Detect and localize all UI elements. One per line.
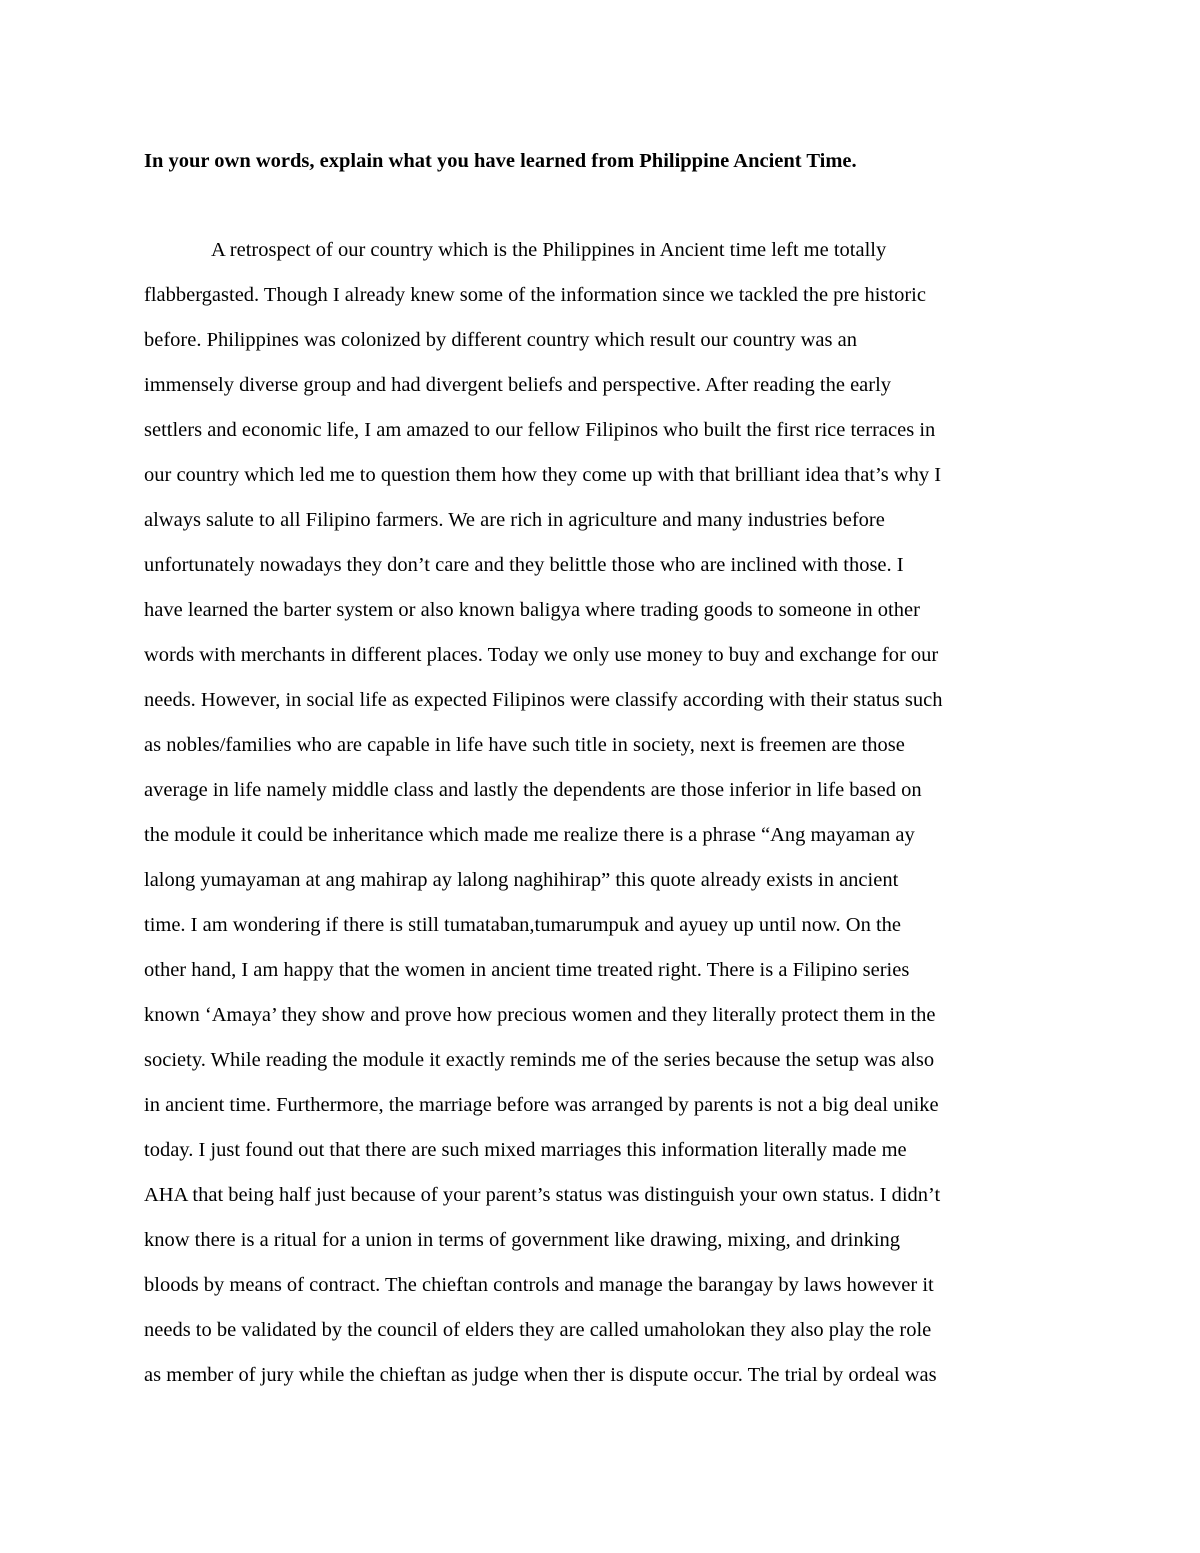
text-line: immensely diverse group and had divergent beliefs and perspective. After reading the early xyxy=(144,374,892,396)
text-line: known ‘Amaya’ they show and prove how precious women and they literally protect them in the xyxy=(144,1004,936,1026)
text-line: words with merchants in different places. Today we only use money to buy and exchange for our xyxy=(144,644,939,666)
text-line: in ancient time. Furthermore, the marriage before was arranged by parents is not a big deal unike xyxy=(144,1094,939,1116)
text-line: flabbergasted. Though I already knew some of the information since we tackled the pre historic xyxy=(144,284,926,306)
text-line: as nobles/families who are capable in life have such title in society, next is freemen are those xyxy=(144,734,905,756)
page-title: In your own words, explain what you have learned from Philippine Ancient Time. xyxy=(144,150,857,172)
text-line: our country which led me to question them how they come up with that brilliant idea that’s why I xyxy=(144,464,942,486)
text-line: as member of jury while the chieftan as judge when ther is dispute occur. The trial by ordeal was xyxy=(144,1364,937,1386)
text-line: time. I am wondering if there is still tumataban,tumarumpuk and ayuey up until now. On the xyxy=(144,914,902,936)
essay-body xyxy=(144,228,1064,1398)
text-line: the module it could be inheritance which made me realize there is a phrase “Ang mayaman ay xyxy=(144,824,915,846)
text-line: bloods by means of contract. The chieftan controls and manage the barangay by laws however it xyxy=(144,1274,934,1296)
text-line: average in life namely middle class and lastly the dependents are those inferior in life based on xyxy=(144,779,922,801)
text-line: today. I just found out that there are such mixed marriages this information literally made me xyxy=(144,1139,907,1161)
text-line: lalong yumayaman at ang mahirap ay lalong naghihirap” this quote already exists in ancient xyxy=(144,869,899,891)
text-line: other hand, I am happy that the women in ancient time treated right. There is a Filipino series xyxy=(144,959,910,981)
text-line: society. While reading the module it exactly reminds me of the series because the setup was also xyxy=(144,1049,935,1071)
text-line: needs. However, in social life as expected Filipinos were classify according with their status such xyxy=(144,689,943,711)
text-line: needs to be validated by the council of elders they are called umaholokan they also play the role xyxy=(144,1319,932,1341)
text-line: always salute to all Filipino farmers. We are rich in agriculture and many industries before xyxy=(144,509,885,531)
text-line: unfortunately nowadays they don’t care and they belittle those who are inclined with those. I xyxy=(144,554,904,576)
text-line: AHA that being half just because of your parent’s status was distinguish your own status. I didn’t xyxy=(144,1184,941,1206)
text-line: have learned the barter system or also known baligya where trading goods to someone in other xyxy=(144,599,920,621)
text-line: know there is a ritual for a union in terms of government like drawing, mixing, and drinking xyxy=(144,1229,901,1251)
text-line: A retrospect of our country which is the Philippines in Ancient time left me totally xyxy=(211,239,887,261)
text-line: settlers and economic life, I am amazed to our fellow Filipinos who built the first rice terraces in xyxy=(144,419,936,441)
text-line: before. Philippines was colonized by different country which result our country was an xyxy=(144,329,857,351)
